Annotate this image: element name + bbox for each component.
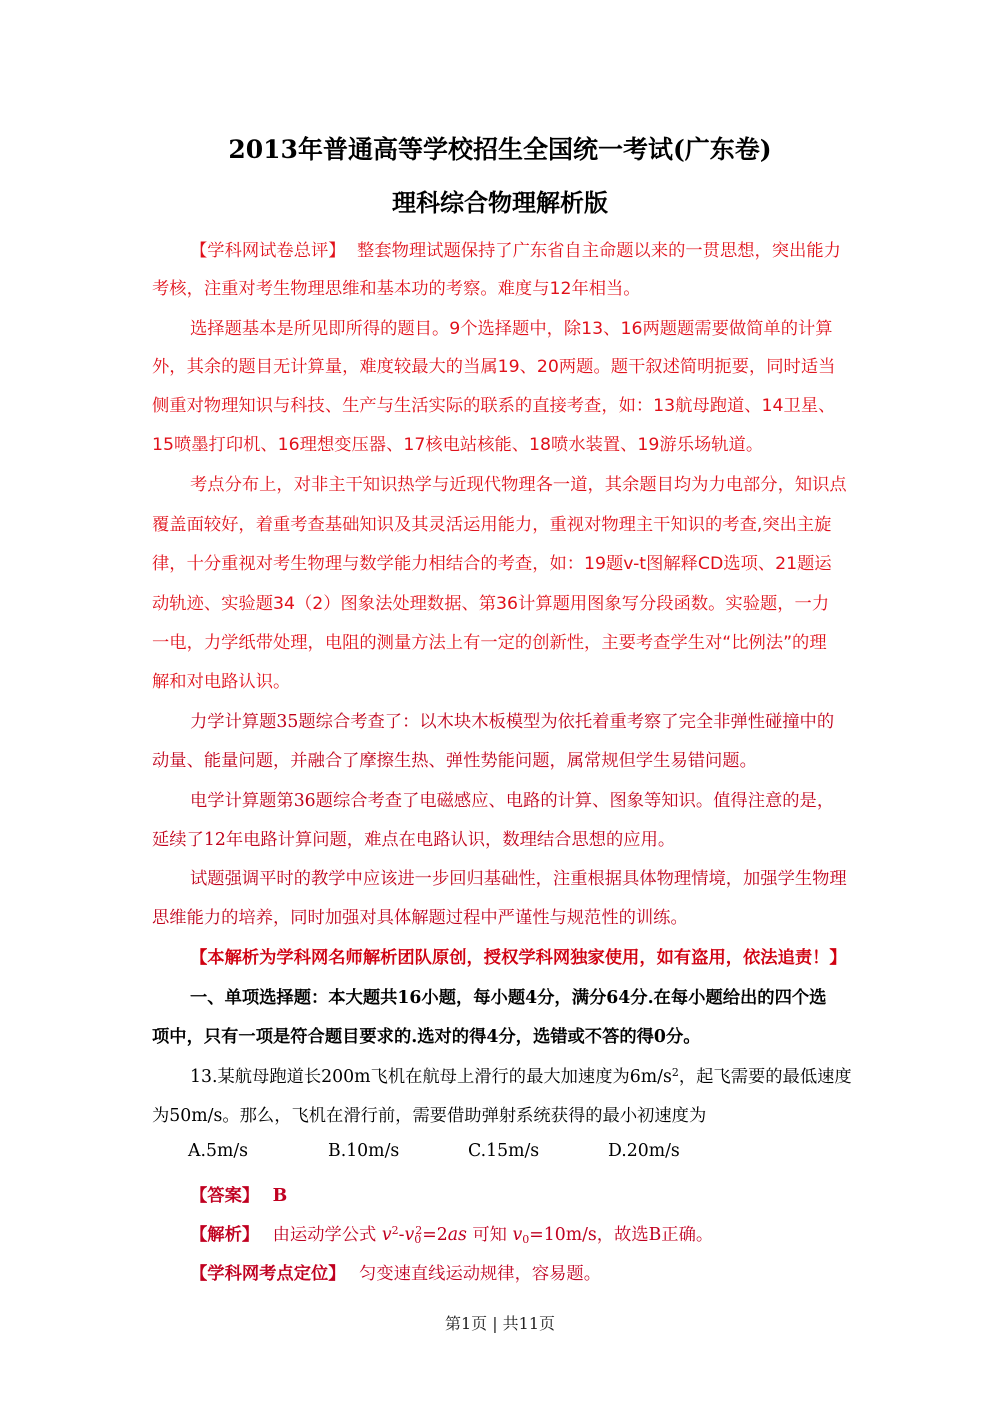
copyright-notice: 【本解析为学科网名师解析团队原创，授权学科网独家使用，如有盗用，依法追责！】	[190, 948, 847, 968]
keypoint-text: 匀变速直线运动规律，容易题。	[359, 1264, 601, 1284]
review-line: 选择题基本是所见即所得的题目。9个选择题中，除13、16两题题需要做简单的计算	[190, 319, 833, 339]
option-a: A.5m/s	[188, 1141, 249, 1161]
analysis-line	[190, 1220, 713, 1246]
review-label: 【学科网试卷总评】	[190, 241, 346, 261]
review-line: 动轨迹、实验题34（2）图象法处理数据、第36计算题用图象写分段函数。实验题，一力	[152, 594, 830, 614]
review-line: 律，十分重视对考生物理与数学能力相结合的考查，如：19题v-t图解释CD选项、21题运	[152, 554, 832, 574]
keypoint-label: 【学科网考点定位】	[190, 1264, 346, 1284]
review-line: 外，其余的题目无计算量，难度较最大的当属19、20两题。题干叙述简明扼要，同时适当	[152, 357, 836, 377]
section-heading: 项中，只有一项是符合题目要求的.选对的得4分，选错或不答的得0分。	[152, 1027, 701, 1047]
review-text: 整套物理试题保持了广东省自主命题以来的一贯思想，突出能力	[357, 241, 841, 261]
page-title: 2013年普通高等学校招生全国统一考试(广东卷)	[228, 135, 772, 164]
analysis-text: =10m/s，故选B正确。	[529, 1225, 714, 1245]
analysis-text: 由运动学公式	[272, 1225, 377, 1245]
review-line: 延续了12年电路计算问题，难点在电路认识，数理结合思想的应用。	[152, 830, 676, 850]
question-13-line2: 为50m/s。那么，飞机在滑行前，需要借助弹射系统获得的最小初速度为	[152, 1106, 707, 1126]
option-d: D.20m/s	[608, 1141, 680, 1161]
answer-label: 【答案】	[190, 1186, 260, 1206]
answer-value: B	[272, 1186, 288, 1206]
option-b: B.10m/s	[328, 1141, 400, 1161]
review-line: 考核，注重对考生物理思维和基本功的考察。难度与12年相当。	[152, 279, 641, 299]
formula-var: v	[512, 1225, 523, 1245]
review-line: 解和对电路认识。	[152, 672, 291, 692]
formula-sup: 2	[415, 1224, 423, 1237]
formula-var: v	[404, 1225, 415, 1245]
review-line: 试题强调平时的教学中应该进一步回归基础性，注重根据具体物理情境，加强学生物理	[190, 869, 847, 889]
formula-sup: 2	[391, 1224, 399, 1237]
review-line: 侧重对物理知识与科技、生产与生活实际的联系的直接考查，如：13航母跑道、14卫星、	[152, 396, 836, 416]
page-footer: 第1页 | 共11页	[444, 1314, 556, 1333]
formula-op: -	[398, 1225, 405, 1245]
review-line: 思维能力的培养，同时加强对具体解题过程中严谨性与规范性的训练。	[152, 908, 688, 928]
review-line: 考点分布上，对非主干知识热学与近现代物理各一道，其余题目均为力电部分，知识点	[190, 475, 847, 495]
option-c: C.15m/s	[468, 1141, 540, 1161]
review-line: 动量、能量问题，并融合了摩擦生热、弹性势能问题，属常规但学生易错问题。	[152, 751, 757, 771]
question-13-line1	[190, 1062, 852, 1087]
review-line: 力学计算题35题综合考查了：以木块木板模型为依托着重考察了完全非弹性碰撞中的	[190, 712, 835, 732]
formula-var: as	[447, 1225, 467, 1245]
q13-text: 13.某航母跑道长200m飞机在航母上滑行的最大加速度为6m/s	[190, 1067, 672, 1087]
page-subtitle: 理科综合物理解析版	[392, 188, 608, 217]
analysis-text: 可知	[472, 1225, 507, 1245]
q13-text: ，起飞需要的最低速度	[678, 1067, 852, 1087]
review-line	[190, 236, 841, 261]
keypoint-line	[190, 1259, 601, 1284]
q13-sup: 2	[671, 1066, 679, 1079]
review-line: 15喷墨打印机、16理想变压器、17核电站核能、18喷水装置、19游乐场轨道。	[152, 435, 764, 455]
section-heading: 一、单项选择题：本大题共16小题，每小题4分，满分64分.在每小题给出的四个选	[190, 988, 827, 1008]
review-line: 覆盖面较好，着重考查基础知识及其灵活运用能力，重视对物理主干知识的考查,突出主旋	[152, 515, 832, 535]
analysis-label: 【解析】	[190, 1225, 260, 1245]
review-line: 一电，力学纸带处理，电阻的测量方法上有一定的创新性，主要考查学生对“比例法”的理	[152, 633, 827, 653]
answer-line	[190, 1181, 287, 1206]
review-line: 电学计算题第36题综合考查了电磁感应、电路的计算、图象等知识。值得注意的是，	[190, 791, 835, 811]
formula-sub: 0	[414, 1233, 422, 1246]
formula-sub: 0	[522, 1233, 530, 1246]
formula-op: =2	[422, 1225, 448, 1245]
formula-var: v	[381, 1225, 392, 1245]
